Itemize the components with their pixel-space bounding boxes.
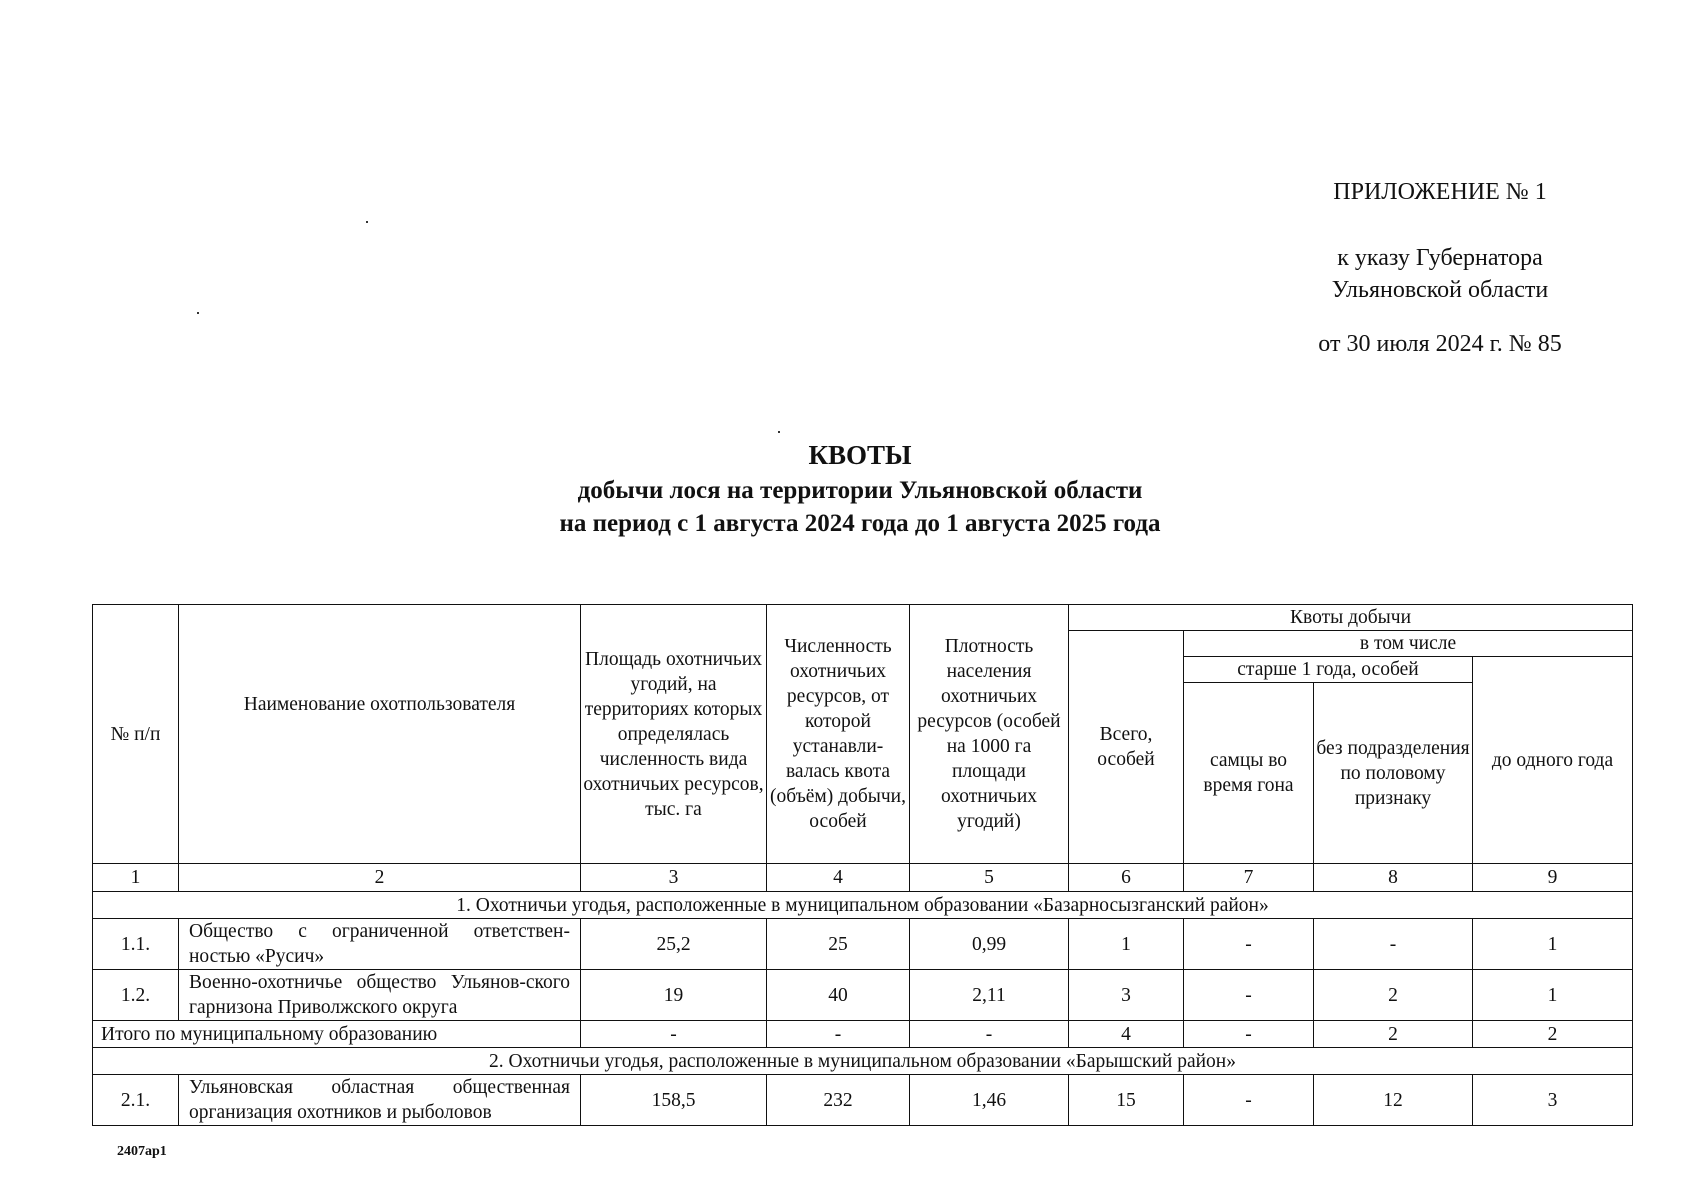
col-number: 3 [581, 864, 767, 892]
header-including: в том числе [1184, 631, 1633, 657]
row-no-sex: 2 [1314, 970, 1473, 1021]
row-total: 1 [1069, 919, 1184, 970]
row-density: 1,46 [910, 1075, 1069, 1126]
scan-speck [778, 431, 780, 433]
total-label: Итого по муниципальному образованию [93, 1021, 581, 1048]
row-area: 158,5 [581, 1075, 767, 1126]
row-area: 19 [581, 970, 767, 1021]
section-heading: 1. Охотничьи угодья, расположенные в муниципальном образовании «Базарносызганский район» [93, 892, 1633, 919]
document-code: 2407ap1 [117, 1144, 167, 1159]
total-area: - [581, 1021, 767, 1048]
row-under-one: 1 [1473, 919, 1633, 970]
scan-speck [197, 312, 199, 314]
total-under-one: 2 [1473, 1021, 1633, 1048]
total-density: - [910, 1021, 1069, 1048]
col-number: 4 [767, 864, 910, 892]
row-area: 25,2 [581, 919, 767, 970]
row-under-one: 1 [1473, 970, 1633, 1021]
header-quotas: Квоты добычи [1069, 605, 1633, 631]
document-title: КВОТЫ [808, 440, 912, 470]
table-row [93, 919, 1633, 970]
row-no-sex: 12 [1314, 1075, 1473, 1126]
row-count: 232 [767, 1075, 910, 1126]
row-males: - [1184, 919, 1314, 970]
appendix-title: ПРИЛОЖЕНИЕ № 1 [1333, 179, 1547, 205]
header-total: Всего, особей [1069, 631, 1184, 864]
row-males: - [1184, 970, 1314, 1021]
header-no-sex: без подразделения по половому признаку [1314, 683, 1473, 864]
col-number: 6 [1069, 864, 1184, 892]
col-number: 9 [1473, 864, 1633, 892]
row-total: 3 [1069, 970, 1184, 1021]
row-under-one: 3 [1473, 1075, 1633, 1126]
header-older: старше 1 года, особей [1184, 657, 1473, 683]
section-heading: 2. Охотничьи угодья, расположенные в муниципальном образовании «Барышский район» [93, 1048, 1633, 1075]
decree-reference [1270, 242, 1610, 306]
total-row [93, 1021, 1633, 1048]
row-num: 1.1. [93, 919, 179, 970]
row-count: 25 [767, 919, 910, 970]
decree-date: от 30 июля 2024 г. № 85 [1318, 331, 1562, 357]
scan-speck [366, 221, 368, 223]
row-no-sex: - [1314, 919, 1473, 970]
header-under-one: до одного года [1473, 657, 1633, 864]
document-subtitle-1: добычи лося на территории Ульяновской области [577, 477, 1143, 504]
header-num: № п/п [93, 605, 179, 864]
total-total: 4 [1069, 1021, 1184, 1048]
decree-line-2: Ульяновской области [1331, 277, 1549, 303]
document-subtitle-2: на период с 1 августа 2024 года до 1 августа 2025 года [559, 510, 1161, 537]
header-density: Плотность населения охотничьих ресурсов (особей на 1000 га площади охотничьих угодий) [910, 605, 1069, 864]
col-number: 7 [1184, 864, 1314, 892]
header-area: Площадь охотничьих угодий, на территориях которых определялась численность вида охотничьих ресурсов, тыс. га [581, 605, 767, 864]
header-males: самцы во время гона [1184, 683, 1314, 864]
col-number: 8 [1314, 864, 1473, 892]
table-row [93, 1075, 1633, 1126]
quota-table [92, 604, 1633, 1126]
row-total: 15 [1069, 1075, 1184, 1126]
table-row [93, 970, 1633, 1021]
header-count: Численность охотничьих ресурсов, от которой устанавли-валась квота (объём) добычи, особей [767, 605, 910, 864]
row-num: 1.2. [93, 970, 179, 1021]
row-density: 0,99 [910, 919, 1069, 970]
row-num: 2.1. [93, 1075, 179, 1126]
row-name: Военно-охотничье общество Ульянов-ского гарнизона Приволжского округа [179, 970, 581, 1021]
total-males: - [1184, 1021, 1314, 1048]
decree-line-1: к указу Губернатора [1337, 245, 1543, 271]
total-no-sex: 2 [1314, 1021, 1473, 1048]
row-name: Общество с ограниченной ответствен-ностью «Русич» [179, 919, 581, 970]
row-count: 40 [767, 970, 910, 1021]
total-count: - [767, 1021, 910, 1048]
col-number: 2 [179, 864, 581, 892]
col-number: 5 [910, 864, 1069, 892]
row-density: 2,11 [910, 970, 1069, 1021]
header-user-name: Наименование охотпользователя [179, 605, 581, 864]
col-number: 1 [93, 864, 179, 892]
row-males: - [1184, 1075, 1314, 1126]
row-name: Ульяновская областная общественная организация охотников и рыболовов [179, 1075, 581, 1126]
